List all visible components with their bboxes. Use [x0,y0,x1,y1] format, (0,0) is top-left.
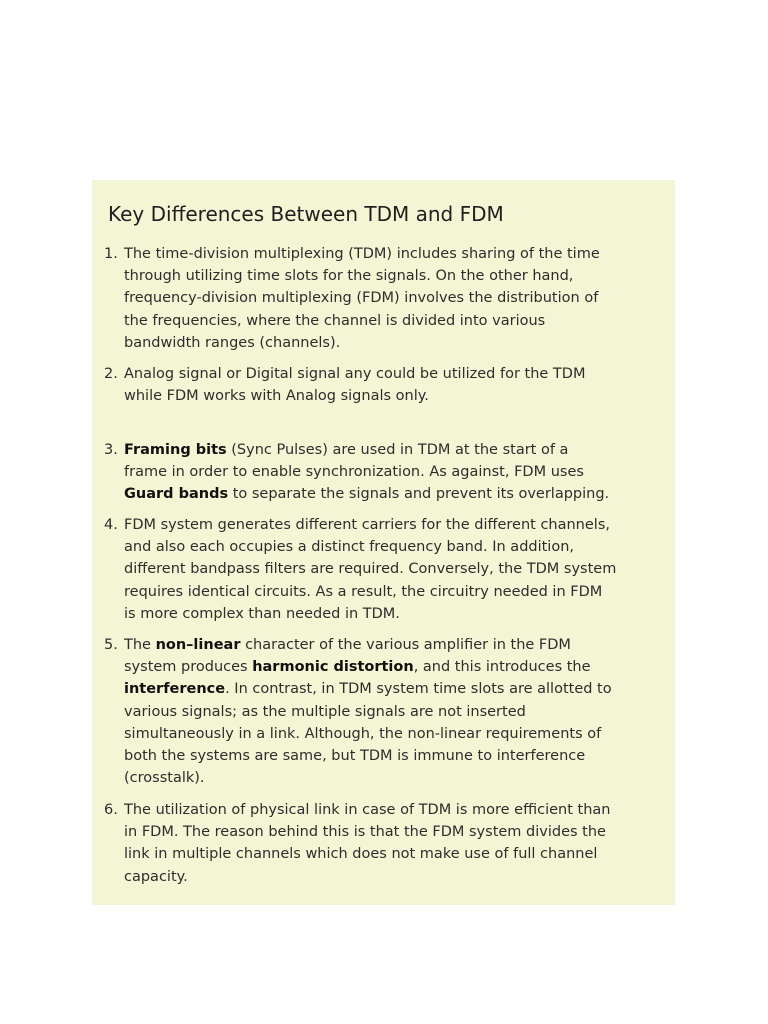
text-segment: requires identical circuits. As a result, the circuitry needed in FDM [124,583,603,600]
list-item-line [124,243,669,265]
list-item-line [124,385,669,407]
text-segment: bandwidth ranges (channels). [124,334,341,351]
list-item-line [124,701,669,723]
text-segment: both the systems are same, but TDM is immune to interference [124,748,586,765]
list-item-line [124,799,669,821]
list-item-line [124,767,669,789]
list-item-line [124,603,669,625]
bold-term: Framing bits [124,442,227,458]
text-segment: in FDM. The reason behind this is that the FDM system divides the [124,824,606,841]
text-segment: The utilization of physical link in case of TDM is more efficient than [124,802,611,818]
text-segment: character of the various amplifier in the FDM [240,637,571,653]
text-segment: FDM system generates different carriers for the different channels, [124,517,610,533]
text-segment: . In contrast, in TDM system time slots are allotted to [225,681,612,698]
section-title: Key Differences Between TDM and FDM [108,202,504,226]
list-item-line [124,310,669,332]
text-segment: , and this introduces the [413,659,591,676]
content-card [92,180,675,905]
list-item-number: 3. [104,442,118,458]
list-item-line [124,843,669,865]
list-item-line [124,514,669,536]
list-item-number: 1. [104,246,118,262]
list-item [104,514,669,625]
text-segment: different bandpass filters are required. Conversely, the TDM system [124,561,617,578]
text-segment: Analog signal or Digital signal any could be utilized for the TDM [124,366,586,382]
list-item [104,243,669,354]
list-item-line [124,678,669,700]
list-item-line [124,332,669,354]
list-item-line [124,656,669,678]
list-item-line [124,558,669,580]
list-item-line [124,745,669,767]
text-segment: is more complex than needed in TDM. [124,605,400,622]
list-item-line [124,461,669,483]
list-item [104,363,669,407]
bold-term: non–linear [155,637,241,653]
list-item-number: 2. [104,366,118,382]
list-item-number: 6. [104,802,118,818]
list-item-line [124,634,669,656]
list-item-line [124,265,669,287]
list-item-line [124,483,669,505]
text-segment: to separate the signals and prevent its overlapping. [228,486,610,503]
list-item [104,634,669,789]
text-segment: the frequencies, where the channel is divided into various [124,312,546,329]
text-segment: link in multiple channels which does not make use of full channel [124,846,598,863]
list-item-line [124,866,669,888]
text-segment: system produces [124,659,253,676]
list-item-line [124,439,669,461]
list-item-line [124,287,669,309]
list-item-number: 5. [104,637,118,653]
text-segment: frame in order to enable synchronization. As against, FDM uses [124,464,584,481]
text-segment: (crosstalk). [124,770,205,787]
bold-term: interference [124,681,226,698]
text-segment: and also each occupies a distinct frequency band. In addition, [124,539,575,556]
text-segment: (Sync Pulses) are used in TDM at the start of a [226,442,569,458]
list-item-line [124,723,669,745]
text-segment: frequency-division multiplexing (FDM) involves the distribution of [124,290,599,307]
text-segment: through utilizing time slots for the signals. On the other hand, [124,268,574,285]
list-item-number: 4. [104,517,118,533]
text-segment: capacity. [124,868,188,885]
text-segment: The time-division multiplexing (TDM) includes sharing of the time [124,246,600,262]
list-item-line [124,536,669,558]
bold-term: Guard bands [124,486,229,503]
text-segment: various signals; as the multiple signals are not inserted [124,703,526,720]
list-item-line [124,821,669,843]
list-item-line [124,581,669,603]
list-item [104,799,669,888]
text-segment: while FDM works with Analog signals only. [124,388,429,405]
text-segment: simultaneously in a link. Although, the non-linear requirements of [124,725,602,742]
text-segment: The [124,637,156,653]
list-item-line [124,363,669,385]
list-item [104,439,669,506]
bold-term: harmonic distortion [252,659,414,676]
